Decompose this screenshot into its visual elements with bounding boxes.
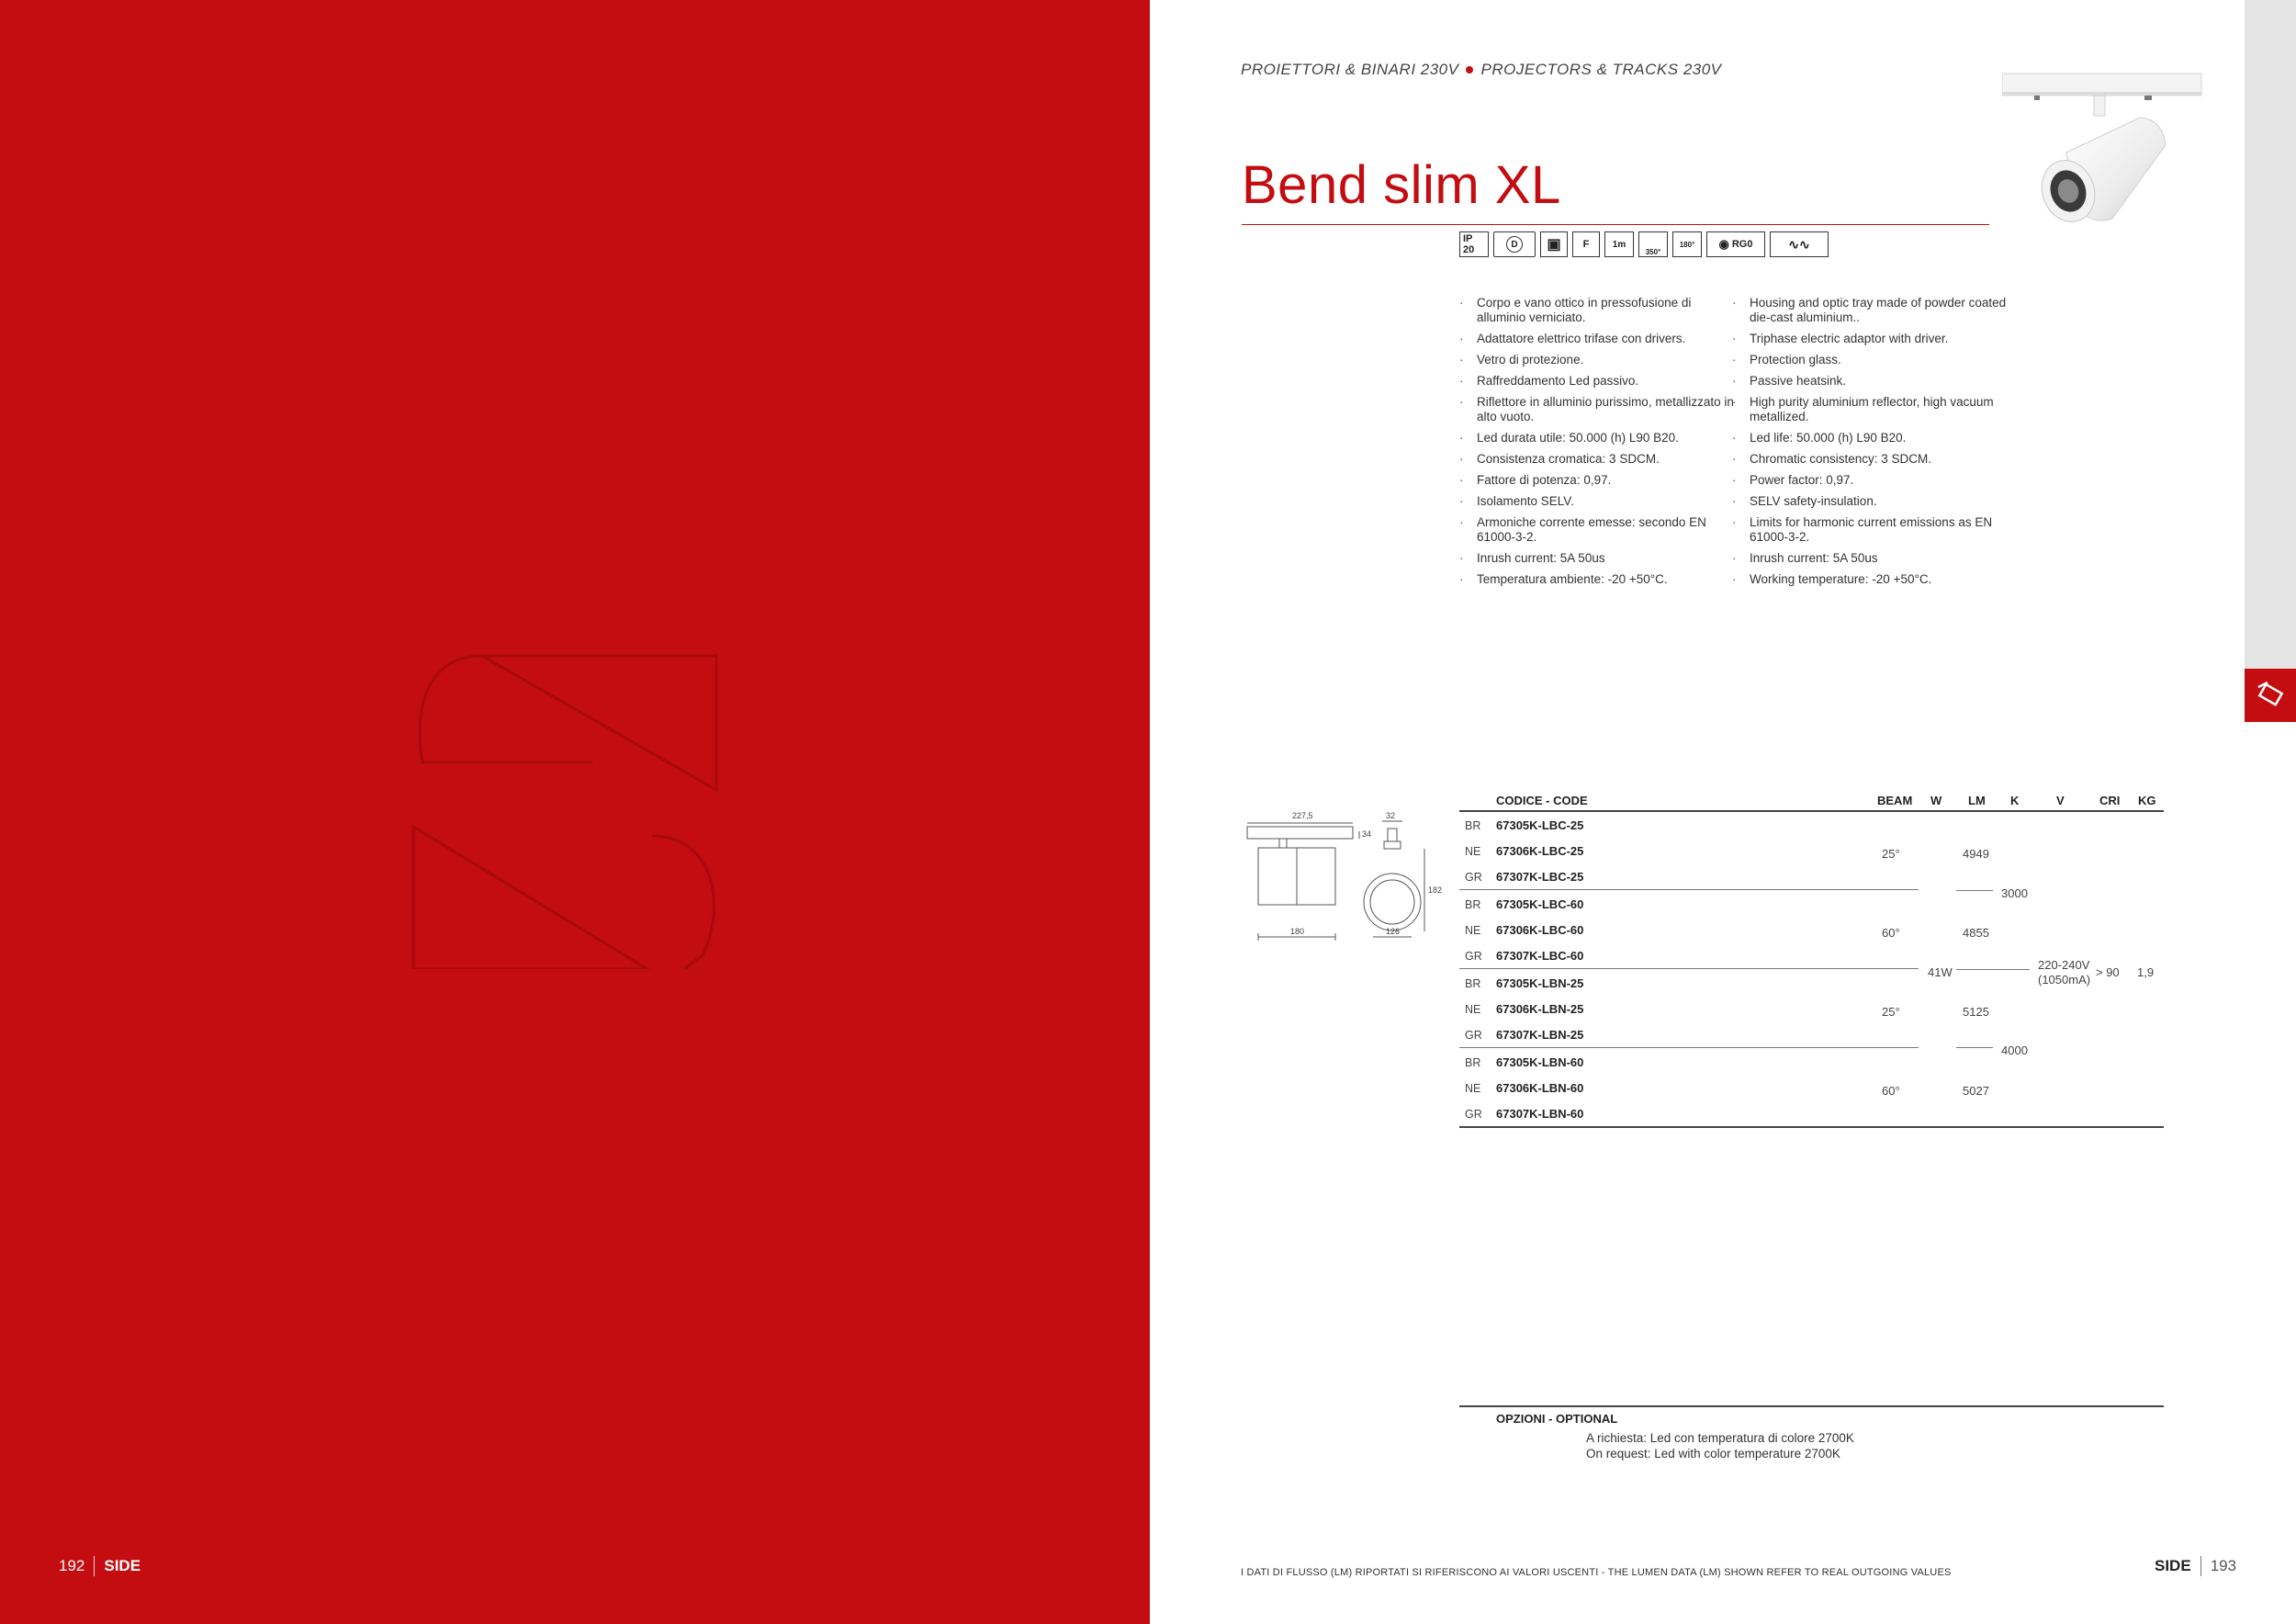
class-ii-icon: ▣ bbox=[1540, 231, 1568, 257]
dim-offset: 34 bbox=[1362, 829, 1372, 839]
product-code: 67306K-LBN-25 bbox=[1496, 1002, 1584, 1016]
finish-code: NE bbox=[1465, 1003, 1481, 1016]
finish-code: BR bbox=[1465, 977, 1481, 990]
list-item: · High purity aluminium reflector, high vacuum metallized. bbox=[1732, 395, 2008, 424]
left-folio bbox=[59, 1556, 141, 1576]
brand-name: SIDE bbox=[2155, 1557, 2191, 1574]
product-code: 67307K-LBN-25 bbox=[1496, 1028, 1584, 1042]
group-rule bbox=[1459, 889, 1919, 890]
list-item: · Consistenza cromatica: 3 SDCM. bbox=[1459, 452, 1735, 467]
optional-title: OPZIONI - OPTIONAL bbox=[1496, 1412, 1618, 1426]
category-it: PROIETTORI & BINARI 230V bbox=[1241, 61, 1459, 78]
list-item: · Protection glass. bbox=[1732, 353, 2008, 367]
group-rule bbox=[1459, 1047, 1919, 1048]
table-row bbox=[1459, 1050, 1735, 1076]
table-bottom-rule bbox=[1459, 1126, 2164, 1128]
table-row bbox=[1459, 839, 1735, 864]
finish-code: NE bbox=[1465, 924, 1481, 937]
v-value-current: (1050mA) bbox=[2038, 973, 2091, 987]
rotation-350-icon: 350° bbox=[1638, 231, 1668, 257]
f-mark-icon: F bbox=[1572, 231, 1600, 257]
group-rule bbox=[1459, 968, 1919, 969]
beam-value: 25° bbox=[1882, 847, 1900, 861]
features-list-en bbox=[1732, 296, 2008, 593]
product-title: Bend slim XL bbox=[1242, 155, 1561, 215]
table-row bbox=[1459, 971, 1735, 997]
product-code: 67307K-LBN-60 bbox=[1496, 1107, 1584, 1121]
folio-separator bbox=[94, 1556, 95, 1576]
page-number: 192 bbox=[59, 1557, 85, 1574]
table-row bbox=[1459, 997, 1735, 1022]
list-item: · Inrush current: 5A 50us bbox=[1459, 551, 1735, 566]
table-row bbox=[1459, 1076, 1735, 1101]
finish-code: GR bbox=[1465, 871, 1482, 884]
projector-icon bbox=[2255, 680, 2286, 711]
technical-drawing bbox=[1244, 808, 1456, 946]
optional-en: On request: Led with color temperature 2700K bbox=[1586, 1447, 1840, 1460]
header-kg: KG bbox=[2138, 794, 2156, 807]
driver-icon bbox=[1493, 231, 1536, 257]
dim-top: 32 bbox=[1386, 811, 1396, 820]
dim-height: 182 bbox=[1428, 885, 1443, 895]
list-item: · Armoniche corrente emesse: secondo EN 61000-3-2. bbox=[1459, 515, 1735, 545]
k-value: 3000 bbox=[2001, 886, 2028, 900]
k-value: 4000 bbox=[2001, 1043, 2028, 1057]
list-item: · Led durata utile: 50.000 (h) L90 B20. bbox=[1459, 431, 1735, 445]
table-header bbox=[1459, 792, 2164, 810]
table-row bbox=[1459, 1101, 1735, 1127]
list-item: · Working temperature: -20 +50°C. bbox=[1732, 572, 2008, 587]
brand-name: SIDE bbox=[104, 1557, 141, 1574]
list-item: · Led life: 50.000 (h) L90 B20. bbox=[1732, 431, 2008, 445]
finish-code: BR bbox=[1465, 819, 1481, 832]
product-photo bbox=[2002, 72, 2204, 237]
header-k: K bbox=[2010, 794, 2020, 807]
features-list-it bbox=[1459, 296, 1735, 593]
k-group-rule bbox=[1956, 969, 2030, 970]
page-number: 193 bbox=[2210, 1557, 2237, 1574]
product-code: 67307K-LBC-25 bbox=[1496, 870, 1584, 884]
table-row bbox=[1459, 918, 1735, 943]
distance-icon: 1m bbox=[1604, 231, 1634, 257]
list-item: · Power factor: 0,97. bbox=[1732, 473, 2008, 488]
dim-length: 227,5 bbox=[1292, 811, 1313, 820]
lm-group-rule bbox=[1956, 890, 1993, 891]
lm-value: 4949 bbox=[1963, 847, 1989, 861]
eye-icon: ◉ bbox=[1718, 237, 1729, 251]
header-lm: LM bbox=[1968, 794, 1986, 807]
list-item: · Riflettore in alluminio purissimo, metallizzato in alto vuoto. bbox=[1459, 395, 1735, 424]
certification-icons bbox=[1459, 231, 1829, 257]
optional-rule bbox=[1459, 1405, 2164, 1407]
tilt-180-icon: 180° bbox=[1672, 231, 1702, 257]
separator-dot-icon bbox=[1466, 66, 1473, 73]
table-row bbox=[1459, 813, 1735, 839]
header-w: W bbox=[1930, 794, 1942, 807]
product-code: 67305K-LBC-60 bbox=[1496, 897, 1584, 911]
lm-value: 5125 bbox=[1963, 1005, 1989, 1019]
kg-value: 1,9 bbox=[2137, 965, 2155, 979]
list-item: · Vetro di protezione. bbox=[1459, 353, 1735, 367]
side-tab bbox=[2245, 0, 2296, 669]
optional-it: A richiesta: Led con temperatura di colore 2700K bbox=[1586, 1431, 1854, 1445]
lm-value: 4855 bbox=[1963, 926, 1989, 940]
side-logo-mark-icon bbox=[409, 652, 726, 969]
finish-code: GR bbox=[1465, 1108, 1482, 1121]
header-v: V bbox=[2056, 794, 2065, 807]
product-code: 67305K-LBN-25 bbox=[1496, 976, 1584, 990]
finish-code: BR bbox=[1465, 898, 1481, 911]
list-item: · Inrush current: 5A 50us bbox=[1732, 551, 2008, 566]
table-row bbox=[1459, 864, 1735, 890]
lm-value: 5027 bbox=[1963, 1084, 1989, 1098]
list-item: · Isolamento SELV. bbox=[1459, 494, 1735, 509]
ip20-icon: IP 20 bbox=[1459, 231, 1489, 257]
beam-value: 60° bbox=[1882, 1084, 1900, 1098]
table-row bbox=[1459, 943, 1735, 969]
list-item: · Temperatura ambiente: -20 +50°C. bbox=[1459, 572, 1735, 587]
category-en: PROJECTORS & TRACKS 230V bbox=[1480, 61, 1722, 78]
list-item: · Housing and optic tray made of powder coated die-cast aluminium.. bbox=[1732, 296, 2008, 325]
list-item: · Chromatic consistency: 3 SDCM. bbox=[1732, 452, 2008, 467]
list-item: · Adattatore elettrico trifase con drivers. bbox=[1459, 332, 1735, 346]
product-code: 67306K-LBC-25 bbox=[1496, 844, 1584, 858]
list-item: · Limits for harmonic current emissions as EN 61000-3-2. bbox=[1732, 515, 2008, 545]
beam-value: 60° bbox=[1882, 926, 1900, 940]
product-code: 67306K-LBN-60 bbox=[1496, 1081, 1584, 1095]
rg0-label: RG0 bbox=[1731, 239, 1753, 250]
dim-depth: 180 bbox=[1290, 927, 1305, 936]
lm-group-rule bbox=[1956, 1047, 1993, 1048]
finish-code: GR bbox=[1465, 950, 1482, 963]
product-code: 67307K-LBC-60 bbox=[1496, 949, 1584, 963]
header-cri: CRI bbox=[2099, 794, 2121, 807]
header-rule bbox=[1459, 810, 2164, 812]
category-header bbox=[1241, 61, 1722, 79]
list-item: · SELV safety-insulation. bbox=[1732, 494, 2008, 509]
rg0-icon bbox=[1706, 231, 1765, 257]
finish-code: BR bbox=[1465, 1056, 1481, 1069]
dim-diameter: 126 bbox=[1386, 927, 1401, 936]
finish-code: NE bbox=[1465, 1082, 1481, 1095]
right-folio bbox=[2155, 1556, 2236, 1576]
beam-value: 25° bbox=[1882, 1005, 1900, 1019]
cri-value: > 90 bbox=[2096, 965, 2120, 979]
section-tab bbox=[2245, 669, 2296, 722]
title-rule bbox=[1242, 224, 1989, 225]
driver-icon-label: D bbox=[1506, 236, 1523, 253]
product-code: 67305K-LBC-25 bbox=[1496, 818, 1584, 832]
lumen-footnote: I DATI DI FLUSSO (LM) RIPORTATI SI RIFERISCONO AI VALORI USCENTI - THE LUMEN DATA (LM) SHOWN REFER TO REAL OUTGOING VALUES bbox=[1241, 1567, 1952, 1578]
v-value: 220-240V bbox=[2038, 958, 2090, 972]
header-beam: BEAM bbox=[1877, 794, 1913, 807]
table-row bbox=[1459, 892, 1735, 918]
header-code: CODICE - CODE bbox=[1496, 794, 1588, 807]
w-value: 41W bbox=[1928, 965, 1953, 979]
list-item: · Corpo e vano ottico in pressofusione di alluminio verniciato. bbox=[1459, 296, 1735, 325]
folio-separator bbox=[2200, 1556, 2201, 1576]
track-icon: ∿∿ bbox=[1770, 231, 1829, 257]
product-code: 67305K-LBN-60 bbox=[1496, 1055, 1584, 1069]
list-item: · Passive heatsink. bbox=[1732, 374, 2008, 389]
list-item: · Fattore di potenza: 0,97. bbox=[1459, 473, 1735, 488]
product-code: 67306K-LBC-60 bbox=[1496, 923, 1584, 937]
list-item: · Triphase electric adaptor with driver. bbox=[1732, 332, 2008, 346]
finish-code: NE bbox=[1465, 845, 1481, 858]
list-item: · Raffreddamento Led passivo. bbox=[1459, 374, 1735, 389]
finish-code: GR bbox=[1465, 1029, 1482, 1042]
table-row bbox=[1459, 1022, 1735, 1048]
